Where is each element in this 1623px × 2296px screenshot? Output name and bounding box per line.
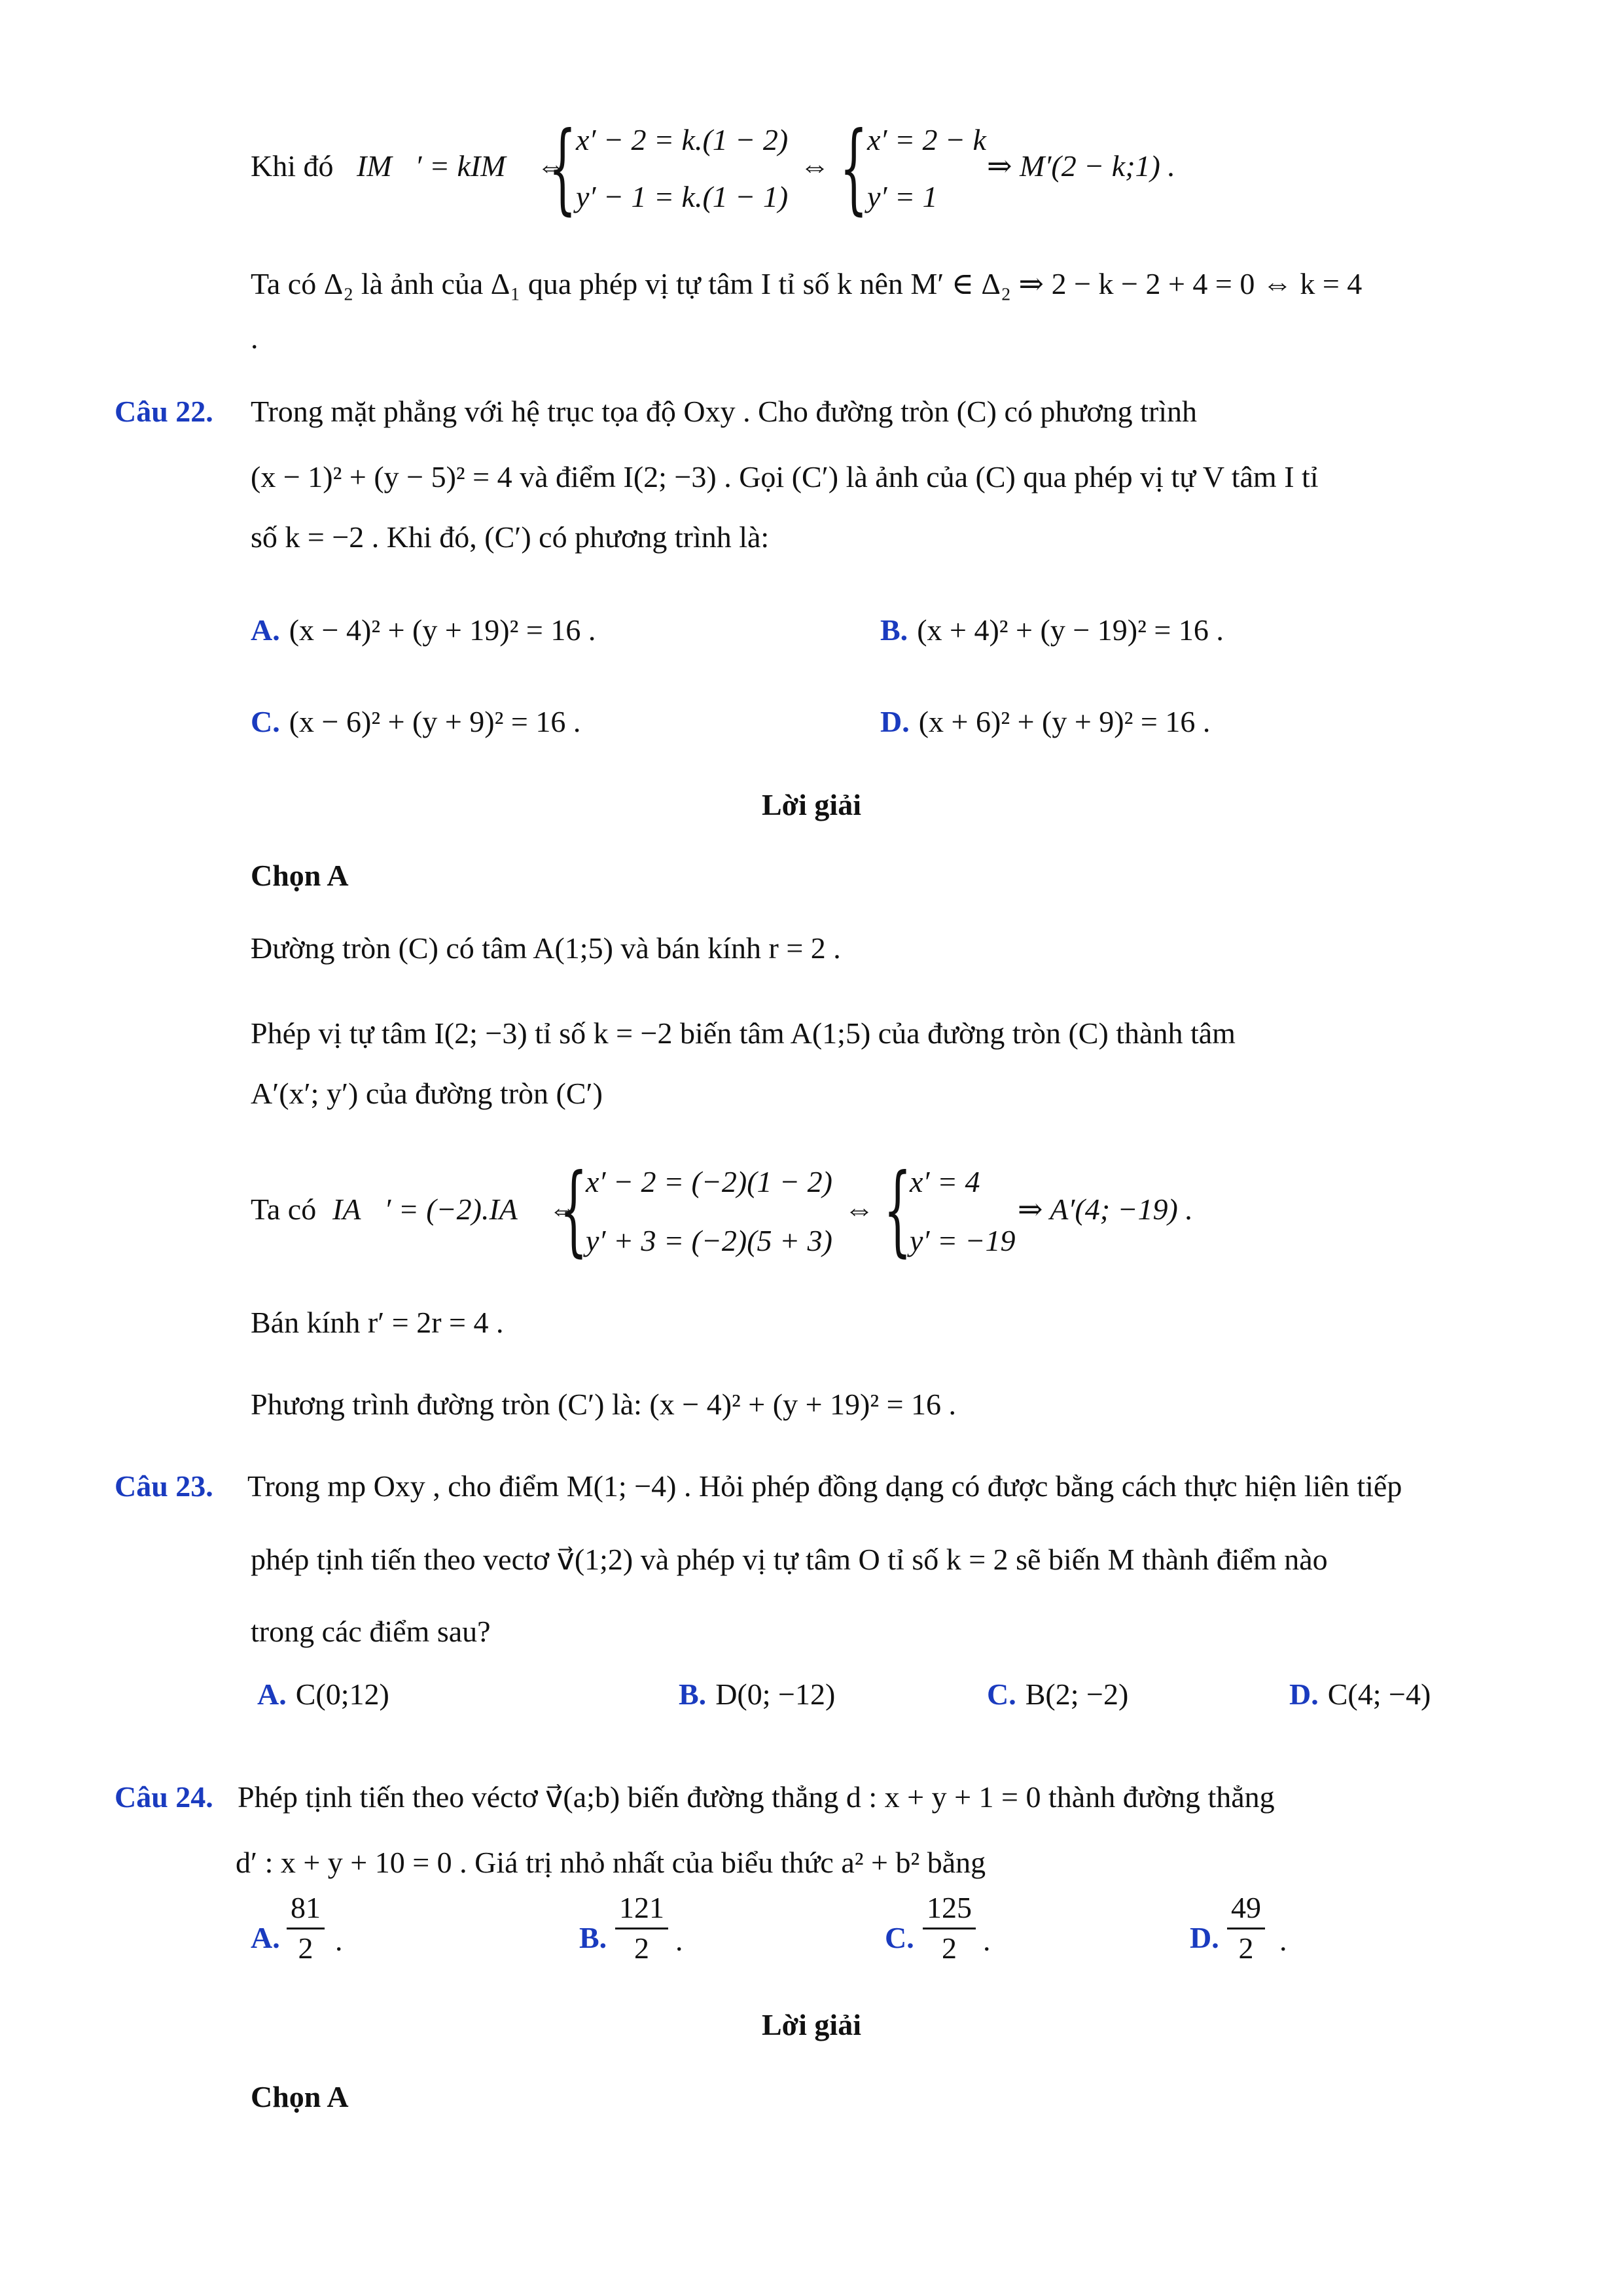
q22-system1-line2: y′ + 3 = (−2)(5 + 3) — [586, 1224, 832, 1257]
q24-option-b-label: B. — [579, 1921, 607, 1954]
q24-option-a-numerator: 81 — [287, 1892, 325, 1929]
q22-equivalence-arrow: ⇔ — [844, 1193, 874, 1226]
intro-system2-brace: { — [840, 111, 868, 225]
q22-option-a-text: (x − 4)² + (y + 19)² = 16 . — [289, 613, 596, 647]
q24-option-d-fraction — [1227, 1892, 1265, 1965]
q22-stem-line1: Trong mặt phẳng với hệ trục tọa độ Oxy . Cho đường tròn (C) có phương trình — [251, 395, 1198, 428]
q22-system2-brace: { — [883, 1153, 912, 1267]
q22-system1-line1: x′ − 2 = (−2)(1 − 2) — [586, 1165, 832, 1198]
q24-solution-title: Lời giải — [762, 2008, 861, 2041]
q22-option-b-text: (x + 4)² + (y − 19)² = 16 . — [917, 613, 1224, 647]
intro-system2-line2: y′ = 1 — [867, 180, 938, 213]
intro-trailing-dot: . — [251, 321, 259, 355]
q22-option-a-label: A. — [251, 613, 280, 647]
intro-system1-line2: y′ − 1 = k.(1 − 1) — [576, 180, 789, 213]
q22-result: ⇒ A′(4; −19) . — [1018, 1193, 1193, 1226]
q23-stem-line3: trong các điểm sau? — [251, 1615, 491, 1648]
q23-option-b — [679, 1677, 835, 1712]
q24-option-b-denominator: 2 — [634, 1931, 649, 1965]
q24-choice: Chọn A — [251, 2080, 349, 2113]
q24-label: Câu 24. — [115, 1780, 213, 1814]
q23-option-b-text: D(0; −12) — [715, 1677, 836, 1711]
q22-option-d-text: (x + 6)² + (y + 9)² = 16 . — [918, 705, 1211, 738]
intro-khi-do-label: Khi đó — [251, 149, 334, 183]
q23-option-d-label: D. — [1289, 1677, 1319, 1711]
q24-option-c-numerator: 125 — [923, 1892, 976, 1929]
q23-option-a-label: A. — [257, 1677, 287, 1711]
q24-option-a-label: A. — [251, 1921, 280, 1954]
q22-solution-line1: Đường tròn (C) có tâm A(1;5) và bán kính r = 2 . — [251, 931, 841, 965]
q24-option-b-numerator: 121 — [615, 1892, 668, 1929]
q24-option-d-numerator: 49 — [1227, 1892, 1265, 1929]
q24-option-b-fraction — [615, 1892, 668, 1965]
q23-option-c — [987, 1677, 1128, 1712]
intro-system1-line1: x′ − 2 = k.(1 − 2) — [576, 123, 789, 156]
q22-option-b-label: B. — [880, 613, 908, 647]
intro-equivalence-arrow: ⇔ — [800, 149, 830, 183]
q22-ta-co-label: Ta có — [251, 1193, 317, 1226]
q22-system2-line2: y′ = −19 — [910, 1224, 1016, 1257]
q24-stem-line2: d′ : x + y + 10 = 0 . Giá trị nhỏ nhất của biểu thức a² + b² bằng — [236, 1846, 986, 1879]
intro-system2-line1: x′ = 2 − k — [867, 123, 986, 156]
q22-choice: Chọn A — [251, 859, 349, 892]
intro-ta-co-line: Ta có Δ₂ là ảnh của Δ₁ qua phép vị tự tâm I tỉ số k nên M′ ∈ Δ₂ ⇒ 2 − k − 2 + 4 = 0 ⇔ k = 4 — [251, 267, 1363, 300]
q23-option-d — [1289, 1677, 1431, 1712]
q23-option-a — [257, 1677, 389, 1712]
q24-option-d-denominator: 2 — [1238, 1931, 1254, 1965]
q22-option-c-label: C. — [251, 705, 280, 738]
q24-option-c-dot: . — [983, 1924, 991, 1957]
q22-option-a — [251, 613, 596, 648]
q23-option-c-label: C. — [987, 1677, 1016, 1711]
q23-option-b-label: B. — [679, 1677, 707, 1711]
q24-option-d-dot: . — [1279, 1924, 1287, 1957]
intro-result: ⇒ M′(2 − k;1) . — [987, 149, 1175, 183]
q23-stem-line1: Trong mp Oxy , cho điểm M(1; −4) . Hỏi phép đồng dạng có được bằng cách thực hiện liên tiếp — [247, 1469, 1402, 1503]
q24-option-b-dot: . — [675, 1924, 683, 1957]
q24-option-d-label: D. — [1190, 1921, 1219, 1954]
q24-option-a-denominator: 2 — [298, 1931, 313, 1965]
q22-system1-brace: { — [560, 1153, 588, 1267]
q23-label: Câu 23. — [115, 1469, 213, 1503]
q22-option-c-text: (x − 6)² + (y + 9)² = 16 . — [289, 705, 581, 738]
q22-option-d — [880, 705, 1210, 740]
q24-option-a-dot: . — [335, 1924, 343, 1957]
intro-system1-brace: { — [548, 111, 577, 225]
q22-option-b — [880, 613, 1224, 648]
q24-option-c-label: C. — [885, 1921, 914, 1954]
q22-option-d-label: D. — [880, 705, 910, 738]
q22-vector-equation: IA⃗′ = (−2).IA⃗ ⇔ — [332, 1193, 579, 1226]
q22-system2-line1: x′ = 4 — [910, 1165, 980, 1198]
q22-option-c — [251, 705, 580, 740]
q22-stem-line3: số k = −2 . Khi đó, (C′) có phương trình là: — [251, 520, 770, 554]
q23-option-d-text: C(4; −4) — [1327, 1677, 1431, 1711]
q23-stem-line2: phép tịnh tiến theo vectơ v⃗(1;2) và phép vị tự tâm O tỉ số k = 2 sẽ biến M thành điểm nào — [251, 1543, 1328, 1576]
q24-stem-line1: Phép tịnh tiến theo véctơ v⃗(a;b) biến đường thẳng d : x + y + 1 = 0 thành đường thẳng — [238, 1780, 1275, 1814]
q22-radius-line: Bán kính r′ = 2r = 4 . — [251, 1306, 504, 1339]
q22-equation-line: Phương trình đường tròn (C′) là: (x − 4)² + (y + 19)² = 16 . — [251, 1388, 957, 1421]
q24-option-a-fraction — [287, 1892, 325, 1965]
intro-vector-equation: IM⃗′ = kIM⃗ ⇔ — [357, 149, 567, 183]
q23-option-a-text: C(0;12) — [295, 1677, 389, 1711]
q24-option-c-fraction — [923, 1892, 976, 1965]
q22-stem-line2: (x − 1)² + (y − 5)² = 4 và điểm I(2; −3) . Gọi (C′) là ảnh của (C) qua phép vị tự V tâm I tỉ — [251, 460, 1319, 493]
q22-solution-line3: A′(x′; y′) của đường tròn (C′) — [251, 1077, 603, 1110]
q22-solution-title: Lời giải — [762, 788, 861, 821]
q24-option-c-denominator: 2 — [942, 1931, 957, 1965]
q22-label: Câu 22. — [115, 395, 213, 428]
q22-solution-line2: Phép vị tự tâm I(2; −3) tỉ số k = −2 biến tâm A(1;5) của đường tròn (C) thành tâm — [251, 1016, 1236, 1050]
q23-option-c-text: B(2; −2) — [1025, 1677, 1129, 1711]
